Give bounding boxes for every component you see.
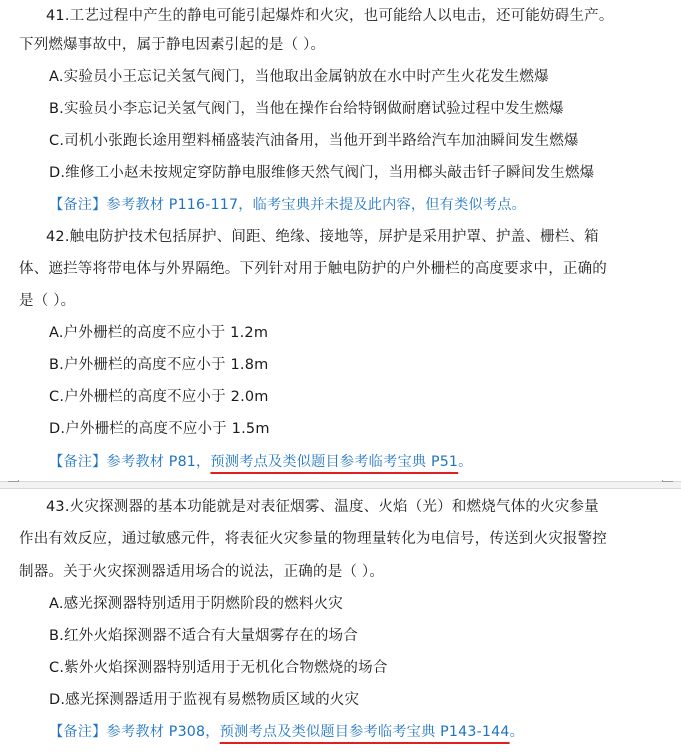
q43-option-c: C.紫外火焰探测器特别适用于无机化合物燃烧的场合 <box>49 660 388 676</box>
q43-option-d: D.感光探测器适用于监视有易燃物质区域的火灾 <box>49 692 360 708</box>
q43-note-suffix: 。 <box>509 724 524 740</box>
q43-stem-line-2: 作出有效反应，通过敏感元件，将表征火灾参量的物理量转化为电信号，传送到火灾报警控 <box>19 531 607 547</box>
q41-option-d: D.维修工小赵未按规定穿防静电服维修天然气阀门，当用榔头敲击钎子瞬间发生燃爆 <box>49 165 595 181</box>
q42-stem-line-1: 42.触电防护技术包括屏护、间距、绝缘、接地等，屏护是采用护罩、护盖、栅栏、箱 <box>46 229 599 245</box>
q43-stem-line-1: 43.火灾探测器的基本功能就是对表征烟雾、温度、火焰（光）和燃烧气体的火灾参量 <box>46 499 599 515</box>
q41-stem-line-2: 下列燃爆事故中，属于静电因素引起的是（ ）。 <box>19 37 326 53</box>
q42-note-highlight: 预测考点及类似题目参考临考宝典 P51 <box>210 454 459 470</box>
q41-option-a: A.实验员小王忘记关氢气阀门，当他取出金属钠放在水中时产生火花发生燃爆 <box>49 69 549 85</box>
page-corner-mark-left <box>8 480 19 482</box>
q43-note-highlight: 预测考点及类似题目参考临考宝典 P143-144 <box>219 724 510 740</box>
q42-option-c: C.户外栅栏的高度不应小于 2.0m <box>49 389 269 405</box>
q42-note-suffix: 。 <box>458 454 473 470</box>
q42-stem-line-3: 是（ ）。 <box>19 293 76 309</box>
q41-note: 【备注】参考教材 P116-117，临考宝典并未提及此内容，但有类似考点。 <box>49 197 526 213</box>
q41-option-c: C.司机小张跑长途用塑料桶盛装汽油备用，当他开到半路给汽车加油瞬间发生燃爆 <box>49 133 579 149</box>
q43-option-b: B.红外火焰探测器不适合有大量烟雾存在的场合 <box>49 628 358 644</box>
q42-note <box>49 446 473 478</box>
page-corner-mark-right <box>662 480 673 482</box>
q42-option-d: D.户外栅栏的高度不应小于 1.5m <box>49 421 270 437</box>
q43-note-prefix: 【备注】参考教材 P308， <box>49 724 220 740</box>
q42-option-b: B.户外栅栏的高度不应小于 1.8m <box>49 357 269 373</box>
q43-option-a: A.感光探测器特别适用于阴燃阶段的燃料火灾 <box>49 596 343 612</box>
q43-stem-line-3: 制器。关于火灾探测器适用场合的说法，正确的是（ ）。 <box>19 564 385 580</box>
q41-stem-line-1: 41.工艺过程中产生的静电可能引起爆炸和火灾，也可能给人以电击，还可能妨碍生产。 <box>46 8 614 24</box>
q42-option-a: A.户外栅栏的高度不应小于 1.2m <box>49 325 269 341</box>
q42-stem-line-2: 体、遮拦等将带电体与外界隔绝。下列针对用于触电防护的户外栅栏的高度要求中，正确的 <box>19 261 607 277</box>
q41-option-b: B.实验员小李忘记关氢气阀门，当他在操作台给特钢做耐磨试验过程中发生燃爆 <box>49 101 564 117</box>
q43-note <box>49 716 524 748</box>
q42-note-prefix: 【备注】参考教材 P81， <box>49 454 211 470</box>
page-break <box>0 481 681 489</box>
